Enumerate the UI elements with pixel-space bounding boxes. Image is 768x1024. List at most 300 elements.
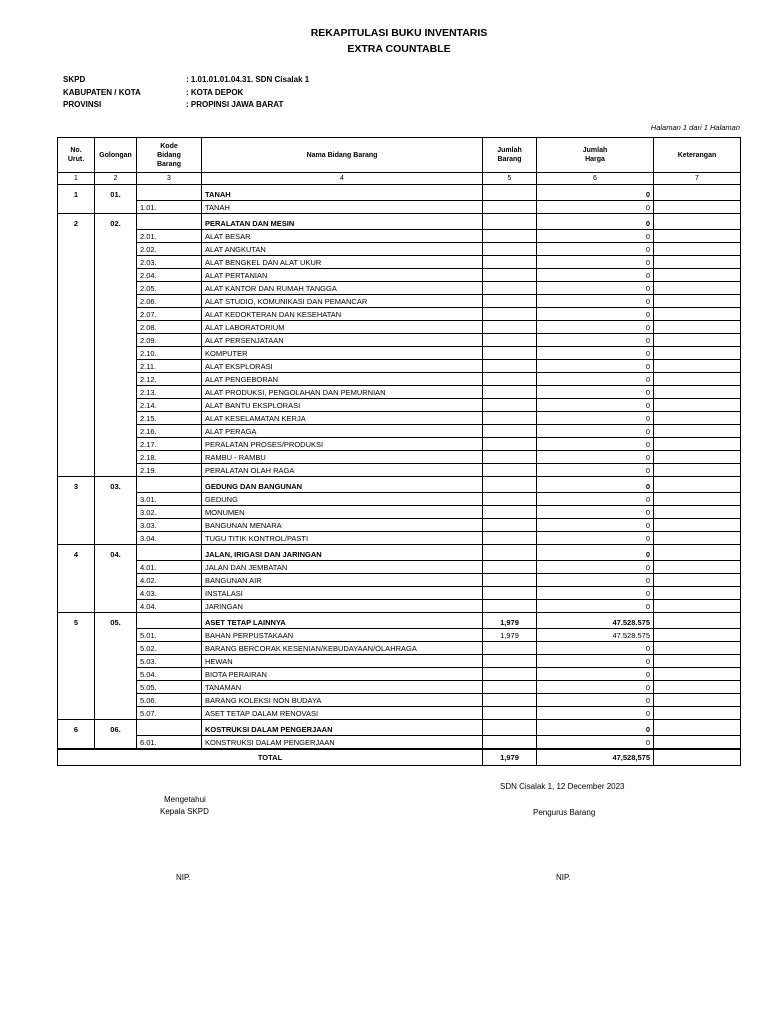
row-golongan [95,201,137,214]
row-keterangan [654,694,741,707]
table-row-group [58,477,741,493]
row-name: HEWAN [202,655,483,668]
row-name: ALAT PERAGA [202,425,483,438]
group-kode [137,477,202,493]
row-jumlah-barang [483,295,537,308]
row-name: ALAT KANTOR DAN RUMAH TANGGA [202,282,483,295]
row-keterangan [654,438,741,451]
row-jumlah-barang [483,334,537,347]
row-jumlah-harga: 0 [537,386,654,399]
group-jumlah-harga: 0 [537,214,654,230]
signature-left-line2: Kepala SKPD [160,807,209,816]
row-jumlah-barang: 1,979 [483,629,537,642]
row-keterangan [654,707,741,720]
group-name: JALAN, IRIGASI DAN JARINGAN [202,545,483,561]
row-no [58,243,95,256]
row-keterangan [654,587,741,600]
table-row [58,642,741,655]
column-number: 5 [483,173,537,185]
row-keterangan [654,561,741,574]
table-row [58,574,741,587]
row-no [58,629,95,642]
row-kode: 2.05. [137,282,202,295]
table-row [58,694,741,707]
row-kode: 2.04. [137,269,202,282]
row-jumlah-barang [483,506,537,519]
group-kode [137,545,202,561]
row-keterangan [654,574,741,587]
row-no [58,532,95,545]
group-golongan: 02. [95,214,137,230]
row-name: ALAT PERSENJATAAN [202,334,483,347]
header-jumlah-barang: Jumlah Barang [483,138,537,173]
table-row [58,655,741,668]
row-kode: 2.02. [137,243,202,256]
page-note: Halaman 1 dari 1 Halaman [650,123,740,132]
info-value: : 1.01.01.01.04.31. SDN Cisalak 1 [186,75,310,84]
row-keterangan [654,532,741,545]
row-name: PERALATAN PROSES/PRODUKSI [202,438,483,451]
row-name: ALAT PRODUKSI, PENGOLAHAN DAN PEMURNIAN [202,386,483,399]
row-no [58,425,95,438]
row-golongan [95,451,137,464]
row-no [58,269,95,282]
row-jumlah-barang [483,600,537,613]
row-jumlah-barang [483,574,537,587]
row-jumlah-harga: 0 [537,269,654,282]
row-golongan [95,399,137,412]
row-no [58,493,95,506]
row-golongan [95,425,137,438]
row-jumlah-harga: 0 [537,373,654,386]
row-jumlah-harga: 0 [537,308,654,321]
row-keterangan [654,321,741,334]
row-keterangan [654,519,741,532]
group-jumlah-harga: 0 [537,185,654,201]
row-golongan [95,386,137,399]
total-row [58,749,741,766]
group-no: 5 [58,613,95,629]
row-golongan [95,256,137,269]
table-row [58,425,741,438]
row-no [58,360,95,373]
row-no [58,399,95,412]
row-keterangan [654,493,741,506]
row-name: GEDUNG [202,493,483,506]
table-row [58,561,741,574]
row-name: ALAT ANGKUTAN [202,243,483,256]
row-no [58,600,95,613]
column-number-row [58,173,741,185]
group-jumlah-barang [483,214,537,230]
row-kode: 3.01. [137,493,202,506]
row-jumlah-harga: 0 [537,451,654,464]
row-jumlah-harga: 0 [537,694,654,707]
row-keterangan [654,681,741,694]
row-keterangan [654,308,741,321]
row-golongan [95,360,137,373]
report-title: REKAPITULASI BUKU INVENTARIS [310,27,488,39]
row-golongan [95,694,137,707]
row-name: ALAT STUDIO, KOMUNIKASI DAN PEMANCAR [202,295,483,308]
group-name: PERALATAN DAN MESIN [202,214,483,230]
row-keterangan [654,269,741,282]
row-no [58,707,95,720]
row-kode: 2.18. [137,451,202,464]
row-kode: 3.03. [137,519,202,532]
row-jumlah-harga: 0 [537,360,654,373]
row-jumlah-barang [483,360,537,373]
group-jumlah-harga: 47.528.575 [537,613,654,629]
row-jumlah-harga: 0 [537,736,654,750]
row-golongan [95,269,137,282]
group-jumlah-barang: 1,979 [483,613,537,629]
table-row-group [58,185,741,201]
signature-place-date: SDN Cisalak 1, 12 December 2023 [500,782,625,791]
table-row [58,707,741,720]
signature-right-line1: Pengurus Barang [533,808,596,817]
table-row [58,519,741,532]
row-jumlah-harga: 0 [537,574,654,587]
column-number: 4 [202,173,483,185]
row-keterangan [654,642,741,655]
row-name: TANAMAN [202,681,483,694]
table-row [58,321,741,334]
table-row-group [58,613,741,629]
row-name: PERALATAN OLAH RAGA [202,464,483,477]
row-name: ASET TETAP DALAM RENOVASI [202,707,483,720]
row-name: TANAH [202,201,483,214]
table-row-group [58,214,741,230]
row-keterangan [654,347,741,360]
row-kode: 5.07. [137,707,202,720]
row-golongan [95,243,137,256]
row-keterangan [654,506,741,519]
info-label: SKPD [63,75,86,84]
group-golongan: 05. [95,613,137,629]
row-jumlah-harga: 0 [537,668,654,681]
row-kode: 5.04. [137,668,202,681]
group-golongan: 04. [95,545,137,561]
table-row [58,201,741,214]
row-kode: 3.04. [137,532,202,545]
row-jumlah-barang [483,736,537,750]
row-keterangan [654,230,741,243]
group-jumlah-harga: 0 [537,477,654,493]
row-name: ALAT BANTU EKSPLORASI [202,399,483,412]
row-name: JALAN DAN JEMBATAN [202,561,483,574]
row-jumlah-harga: 0 [537,587,654,600]
row-golongan [95,493,137,506]
row-jumlah-harga: 47.528.575 [537,629,654,642]
row-golongan [95,736,137,750]
row-jumlah-barang [483,642,537,655]
row-jumlah-harga: 0 [537,399,654,412]
group-golongan: 03. [95,477,137,493]
row-name: BANGUNAN AIR [202,574,483,587]
signature-nip-left: NIP. [176,873,191,882]
row-keterangan [654,464,741,477]
row-no [58,694,95,707]
row-jumlah-harga: 0 [537,201,654,214]
group-keterangan [654,545,741,561]
row-jumlah-harga: 0 [537,425,654,438]
table-row-group [58,720,741,736]
info-label: KABUPATEN / KOTA [63,87,141,97]
row-no [58,519,95,532]
row-jumlah-harga: 0 [537,282,654,295]
row-jumlah-harga: 0 [537,681,654,694]
group-keterangan [654,613,741,629]
row-name: MONUMEN [202,506,483,519]
row-jumlah-barang [483,399,537,412]
row-name: KONSTRUKSI DALAM PENGERJAAN [202,736,483,750]
row-golongan [95,574,137,587]
row-jumlah-barang [483,694,537,707]
table-row [58,360,741,373]
row-name: JARINGAN [202,600,483,613]
group-keterangan [654,477,741,493]
row-jumlah-harga: 0 [537,493,654,506]
group-kode [137,613,202,629]
row-keterangan [654,399,741,412]
row-kode: 2.15. [137,412,202,425]
info-label: PROVINSI [63,100,102,109]
row-keterangan [654,256,741,269]
row-name: BARANG KOLEKSI NON BUDAYA [202,694,483,707]
table-row [58,451,741,464]
group-no: 6 [58,720,95,736]
total-keterangan [654,749,741,766]
group-jumlah-barang [483,545,537,561]
table-row [58,668,741,681]
header-golongan: Golongan [95,138,137,173]
row-golongan [95,295,137,308]
row-jumlah-barang [483,282,537,295]
signature-left-line1: Mengetahui [164,795,206,804]
row-no [58,295,95,308]
row-jumlah-harga: 0 [537,519,654,532]
row-jumlah-barang [483,243,537,256]
group-kode [137,214,202,230]
column-number: 7 [654,173,741,185]
row-name: ALAT BENGKEL DAN ALAT UKUR [202,256,483,269]
info-value: : KOTA DEPOK [186,87,244,97]
row-jumlah-barang [483,519,537,532]
group-name: ASET TETAP LAINNYA [202,613,483,629]
table-row-group [58,545,741,561]
row-keterangan [654,360,741,373]
row-jumlah-barang [483,464,537,477]
total-jumlah-barang: 1,979 [483,749,537,766]
row-no [58,681,95,694]
table-row [58,506,741,519]
group-jumlah-harga: 0 [537,545,654,561]
table-row [58,230,741,243]
row-jumlah-barang [483,201,537,214]
row-jumlah-harga: 0 [537,464,654,477]
row-jumlah-harga: 0 [537,230,654,243]
row-jumlah-harga: 0 [537,561,654,574]
row-kode: 5.01. [137,629,202,642]
total-label: TOTAL [58,749,483,766]
row-kode: 2.10. [137,347,202,360]
row-golongan [95,321,137,334]
column-number: 1 [58,173,95,185]
row-keterangan [654,629,741,642]
row-jumlah-barang [483,668,537,681]
table-row [58,493,741,506]
column-number: 6 [537,173,654,185]
table-row [58,438,741,451]
row-no [58,561,95,574]
row-no [58,373,95,386]
row-jumlah-barang [483,230,537,243]
row-kode: 1.01. [137,201,202,214]
row-jumlah-harga: 0 [537,642,654,655]
group-name: TANAH [202,185,483,201]
row-keterangan [654,412,741,425]
header-keterangan: Keterangan [654,138,741,173]
group-golongan: 01. [95,185,137,201]
row-jumlah-barang [483,386,537,399]
row-name: ALAT EKSPLORASI [202,360,483,373]
header-jumlah-harga: Jumlah Harga [537,138,654,173]
table-row [58,600,741,613]
row-kode: 2.16. [137,425,202,438]
row-jumlah-barang [483,681,537,694]
row-jumlah-barang [483,587,537,600]
row-no [58,386,95,399]
row-name: BAHAN PERPUSTAKAAN [202,629,483,642]
row-jumlah-barang [483,373,537,386]
inventory-body [58,185,741,750]
table-row [58,464,741,477]
table-row [58,386,741,399]
row-keterangan [654,425,741,438]
row-keterangan [654,386,741,399]
row-keterangan [654,243,741,256]
group-keterangan [654,214,741,230]
row-keterangan [654,600,741,613]
row-kode: 2.08. [137,321,202,334]
group-keterangan [654,185,741,201]
row-no [58,230,95,243]
row-jumlah-harga: 0 [537,600,654,613]
row-no [58,334,95,347]
row-kode: 2.17. [137,438,202,451]
row-jumlah-harga: 0 [537,321,654,334]
row-name: BIOTA PERAIRAN [202,668,483,681]
table-row [58,532,741,545]
row-jumlah-harga: 0 [537,707,654,720]
row-golongan [95,438,137,451]
row-jumlah-barang [483,412,537,425]
group-jumlah-barang [483,185,537,201]
row-golongan [95,282,137,295]
row-kode: 2.14. [137,399,202,412]
row-keterangan [654,655,741,668]
table-row [58,256,741,269]
row-jumlah-harga: 0 [537,256,654,269]
row-no [58,347,95,360]
row-kode: 5.05. [137,681,202,694]
row-jumlah-barang [483,493,537,506]
header-no: No. Urut. [58,138,95,173]
row-no [58,321,95,334]
group-golongan: 06. [95,720,137,736]
row-kode: 2.11. [137,360,202,373]
row-jumlah-harga: 0 [537,438,654,451]
row-golongan [95,629,137,642]
table-row [58,269,741,282]
group-jumlah-harga: 0 [537,720,654,736]
row-jumlah-harga: 0 [537,334,654,347]
table-row [58,334,741,347]
group-no: 3 [58,477,95,493]
row-name: ALAT PERTANIAN [202,269,483,282]
row-jumlah-harga: 0 [537,412,654,425]
row-jumlah-harga: 0 [537,295,654,308]
row-no [58,655,95,668]
table-row [58,412,741,425]
row-golongan [95,642,137,655]
group-kode [137,720,202,736]
group-jumlah-barang [483,477,537,493]
group-keterangan [654,720,741,736]
row-kode: 2.06. [137,295,202,308]
row-kode: 3.02. [137,506,202,519]
row-jumlah-harga: 0 [537,532,654,545]
row-jumlah-harga: 0 [537,506,654,519]
row-golongan [95,373,137,386]
row-jumlah-harga: 0 [537,347,654,360]
row-jumlah-harga: 0 [537,243,654,256]
row-name: ALAT PENGEBORAN [202,373,483,386]
row-keterangan [654,451,741,464]
row-jumlah-barang [483,308,537,321]
row-golongan [95,655,137,668]
group-name: GEDUNG DAN BANGUNAN [202,477,483,493]
row-golongan [95,681,137,694]
row-kode: 5.02. [137,642,202,655]
row-keterangan [654,334,741,347]
row-jumlah-barang [483,347,537,360]
table-row [58,295,741,308]
row-kode: 4.03. [137,587,202,600]
table-row [58,681,741,694]
column-number: 2 [95,173,137,185]
group-kode [137,185,202,201]
group-name: KOSTRUKSI DALAM PENGERJAAN [202,720,483,736]
row-golongan [95,412,137,425]
row-golongan [95,230,137,243]
row-no [58,642,95,655]
table-row [58,243,741,256]
row-name: ALAT LABORATORIUM [202,321,483,334]
table-row [58,282,741,295]
row-golongan [95,506,137,519]
row-name: ALAT KESELAMATAN KERJA [202,412,483,425]
row-jumlah-barang [483,321,537,334]
row-name: RAMBU - RAMBU [202,451,483,464]
row-keterangan [654,295,741,308]
row-golongan [95,334,137,347]
row-golongan [95,519,137,532]
row-jumlah-barang [483,438,537,451]
row-no [58,308,95,321]
row-golongan [95,308,137,321]
